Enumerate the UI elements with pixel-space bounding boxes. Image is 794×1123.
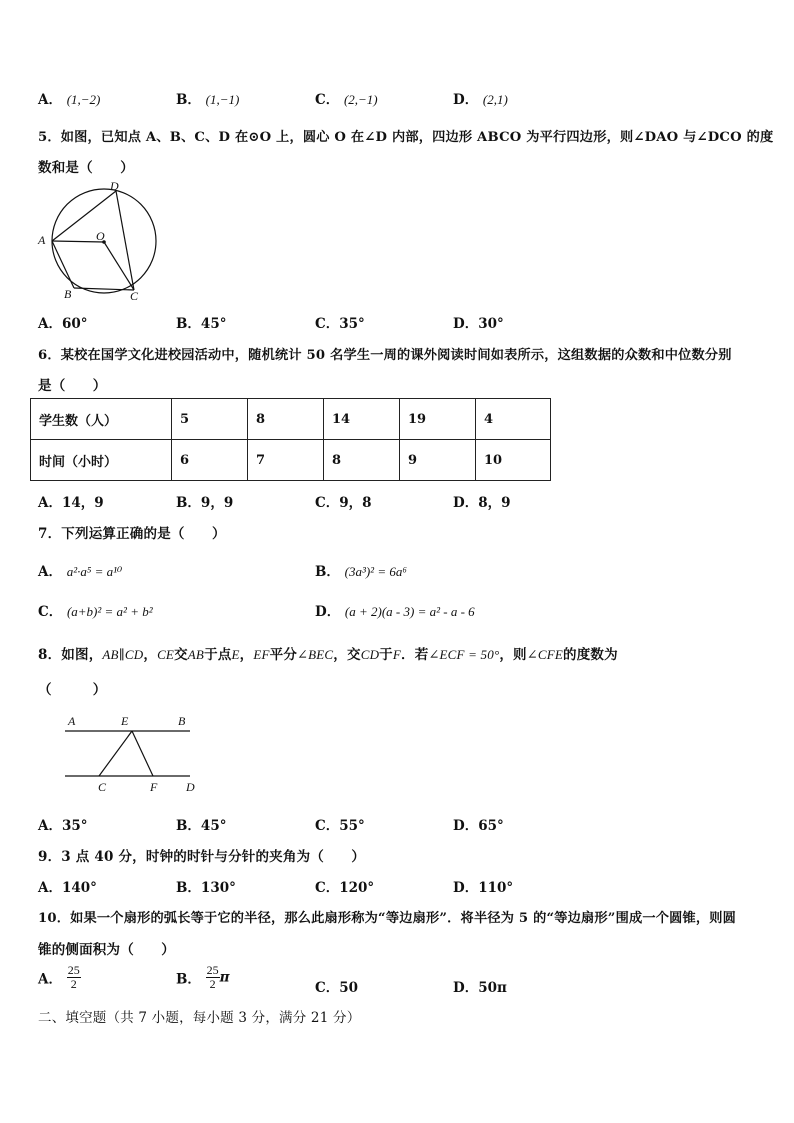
q6-stem-line2: 是（ ） — [38, 378, 107, 394]
label-o: O — [96, 229, 105, 243]
q7-option-c: C． (a+b)² = a² + b² — [38, 604, 153, 620]
q5-option-d: D．30° — [453, 316, 504, 332]
q7-option-a: A． a²·a⁵ = a¹⁰ — [38, 564, 123, 580]
fraction: $\frac{25}{2}$ — [206, 963, 219, 991]
segment-ec — [99, 731, 132, 776]
q8-option-d: D．65° — [453, 818, 504, 834]
table-cell: 8 — [248, 399, 324, 440]
q8-stem-line1: 8．如图，AB∥CD，CE交AB于点E，EF平分∠BEC，交CD于F．若∠ECF = 50°，则∠CFE的度数为 — [38, 647, 618, 663]
label-c: C — [130, 289, 139, 302]
segment-ef — [132, 731, 153, 776]
q10-stem-line2: 锥的侧面积为（ ） — [38, 942, 175, 958]
label-b: B — [178, 714, 186, 728]
table-cell: 10 — [476, 440, 551, 481]
q10-option-a: A． $\frac{25}{2}$ — [38, 963, 80, 991]
table-cell: 9 — [400, 440, 476, 481]
q6-stem-line1: 6．某校在国学文化进校园活动中，随机统计 50 名学生一周的课外阅读时间如表所示，这组数据的众数和中位数分别 — [38, 348, 732, 363]
q6-option-d: D．8，9 — [453, 495, 511, 511]
q9-option-a: A．140° — [38, 880, 97, 896]
label-d: D — [186, 780, 195, 794]
segment-ab — [52, 241, 74, 288]
q10-option-b: B． $\frac{25}{2}$ π — [176, 963, 230, 991]
q6-option-c: C．9，8 — [315, 495, 372, 511]
q10-option-d: D．50π — [453, 980, 507, 996]
table-row — [31, 440, 551, 481]
q5-option-c: C．35° — [315, 316, 365, 332]
label-a: A — [38, 233, 46, 247]
q7-option-b: B． (3a³)² = 6a⁶ — [315, 564, 407, 580]
table-cell: 14 — [324, 399, 400, 440]
table-cell: 5 — [172, 399, 248, 440]
q6-option-b: B．9，9 — [176, 495, 234, 511]
q8-option-b: B．45° — [176, 818, 227, 834]
label-f: F — [150, 780, 158, 794]
table-row — [31, 399, 551, 440]
segment-ad — [52, 191, 116, 241]
label-d: D — [110, 179, 119, 193]
q5-option-b: B．45° — [176, 316, 227, 332]
q6-option-a: A．14，9 — [38, 495, 104, 511]
q10-stem-line1: 10．如果一个扇形的弧长等于它的半径，那么此扇形称为“等边扇形”．将半径为 5 的“等边扇形”围成一个圆锥，则圆 — [38, 911, 737, 926]
label-b: B — [64, 287, 72, 301]
q5-stem-line2: 数和是（ ） — [38, 160, 134, 176]
q8-option-a: A．35° — [38, 818, 88, 834]
q4-option-a: A． (1,−2) — [38, 92, 101, 108]
q4-option-d: D． (2,1) — [453, 92, 508, 108]
q10-option-c: C．50 — [315, 980, 359, 996]
q5-circle-figure — [34, 178, 164, 302]
table-cell: 19 — [400, 399, 476, 440]
fraction: $\frac{25}{2}$ — [67, 963, 80, 991]
section-2-heading: 二、填空题（共 7 小题，每小题 3 分，满分 21 分） — [38, 1010, 361, 1026]
q9-option-d: D．110° — [453, 880, 514, 896]
label-e: E — [121, 714, 129, 728]
q7-stem: 7．下列运算正确的是（ ） — [38, 526, 226, 542]
q9-option-c: C．120° — [315, 880, 375, 896]
q9-option-b: B．130° — [176, 880, 236, 896]
q9-stem: 9．3 点 40 分，时钟的时针与分针的夹角为（ ） — [38, 849, 366, 865]
q8-stem-line2: （ ） — [38, 682, 107, 698]
q8-option-c: C．55° — [315, 818, 365, 834]
table-cell: 4 — [476, 399, 551, 440]
label-c: C — [98, 780, 107, 794]
table-cell: 6 — [172, 440, 248, 481]
q8-parallel-lines-figure — [60, 710, 210, 796]
label-a: A — [68, 714, 76, 728]
q5-stem-line1: 5．如图，已知点 A、B、C、D 在⊙O 上，圆心 O 在∠D 内部，四边形 ABCO 为平行四边形，则∠DAO 与∠DCO 的度 — [38, 130, 774, 145]
q4-option-b: B． (1,−1) — [176, 92, 240, 108]
q7-option-d: D． (a + 2)(a - 3) = a² - a - 6 — [315, 604, 475, 620]
table-cell: 学生数（人） — [31, 399, 172, 440]
q4-option-c: C． (2,−1) — [315, 92, 378, 108]
reading-time-table — [30, 398, 551, 481]
table-cell: 7 — [248, 440, 324, 481]
q5-option-a: A．60° — [38, 316, 88, 332]
table-cell: 时间（小时） — [31, 440, 172, 481]
table-cell: 8 — [324, 440, 400, 481]
